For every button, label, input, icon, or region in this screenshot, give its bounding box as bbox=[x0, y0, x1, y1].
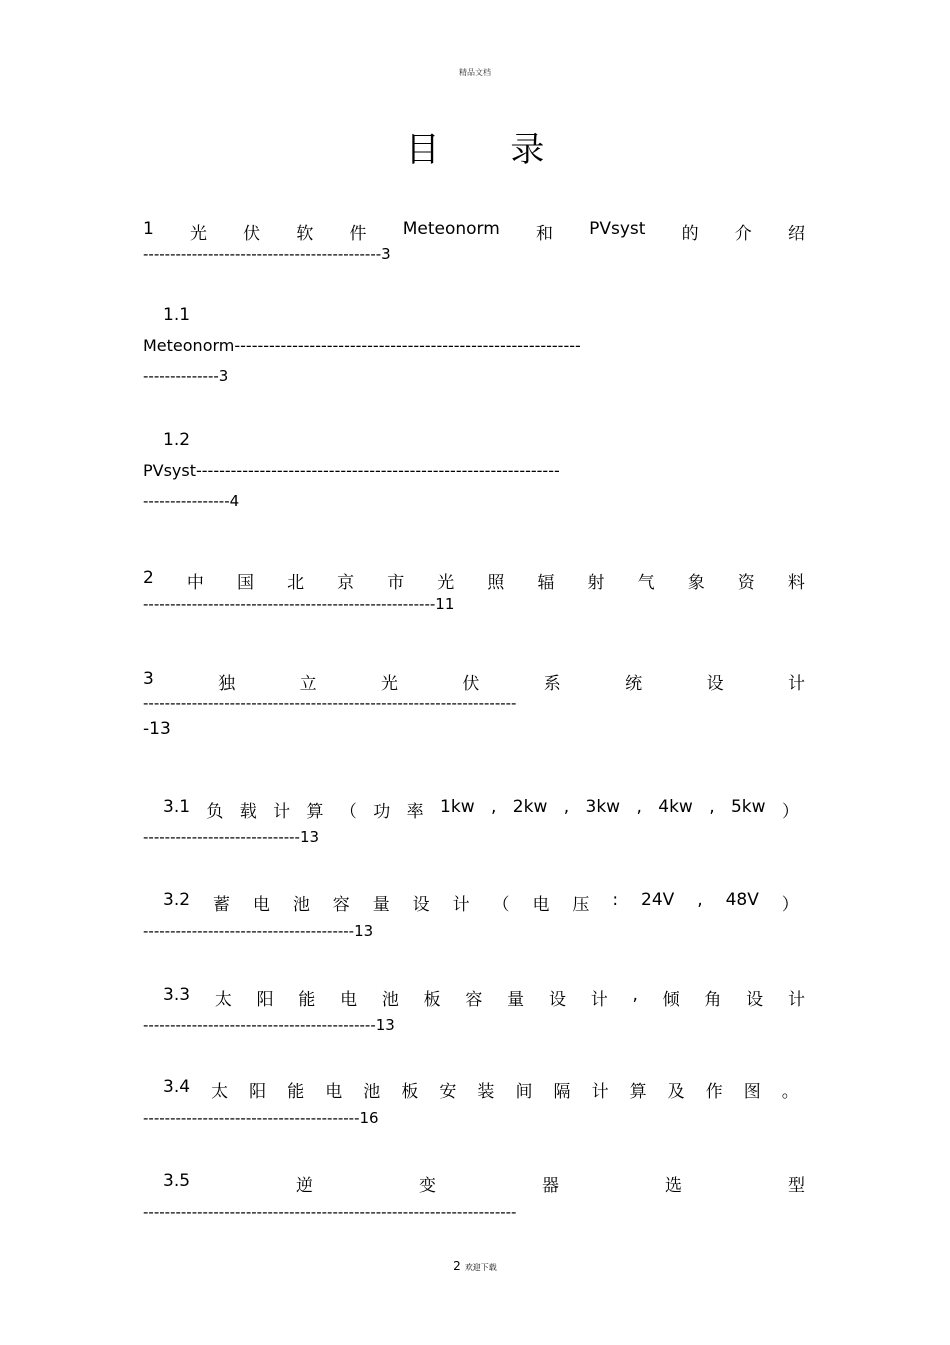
toc-token: 板 bbox=[401, 1082, 419, 1102]
toc-token: 算 bbox=[306, 802, 324, 822]
toc-token: 装 bbox=[477, 1082, 495, 1102]
toc-token: , bbox=[636, 797, 642, 817]
toc-entry-1[interactable] bbox=[143, 219, 805, 244]
toc-token: 料 bbox=[787, 573, 805, 593]
toc-entry-1-2-title[interactable]: PVsyst--------------------------------------------------------------- bbox=[143, 461, 560, 480]
page-number: 2 bbox=[453, 1259, 461, 1273]
toc-token: 3.2 bbox=[163, 890, 191, 910]
toc-token: 板 bbox=[423, 990, 441, 1010]
toc-entry-3-2-leader: ---------------------------------------13 bbox=[143, 922, 374, 940]
toc-token: 3 bbox=[143, 669, 154, 689]
toc-token: 资 bbox=[737, 573, 755, 593]
toc-token: 光 bbox=[437, 573, 455, 593]
toc-token: 计 bbox=[591, 1082, 609, 1102]
toc-token: 计 bbox=[787, 990, 805, 1010]
toc-token: 。 bbox=[781, 1082, 799, 1102]
toc-token: 设 bbox=[412, 895, 430, 915]
toc-entry-1-2-leader: ----------------4 bbox=[143, 492, 240, 510]
toc-token: 计 bbox=[590, 990, 608, 1010]
toc-token: 作 bbox=[705, 1082, 723, 1102]
toc-entry-3-4[interactable] bbox=[163, 1077, 799, 1102]
toc-token: 2 bbox=[143, 568, 154, 588]
toc-token: : bbox=[612, 890, 619, 910]
toc-token: 市 bbox=[387, 573, 405, 593]
toc-token: 率 bbox=[406, 802, 424, 822]
toc-entry-3-3-leader: -------------------------------------------13 bbox=[143, 1016, 395, 1034]
toc-token: 太 bbox=[211, 1082, 229, 1102]
toc-token: 48V bbox=[725, 890, 759, 910]
toc-token: 电 bbox=[340, 990, 358, 1010]
toc-entry-3-page: -13 bbox=[143, 719, 171, 739]
toc-entry-3[interactable] bbox=[143, 669, 805, 694]
toc-token: 设 bbox=[548, 990, 566, 1010]
toc-token: 容 bbox=[332, 895, 350, 915]
toc-token: 设 bbox=[706, 674, 724, 694]
toc-token: 阳 bbox=[249, 1082, 267, 1102]
toc-token: 能 bbox=[287, 1082, 305, 1102]
toc-entry-2-leader: ------------------------------------------------------11 bbox=[143, 595, 455, 613]
toc-entry-1-1-number[interactable]: 1.1 bbox=[163, 305, 191, 325]
toc-token: 统 bbox=[625, 674, 643, 694]
toc-token: 3kw bbox=[585, 797, 621, 817]
toc-token: 光 bbox=[190, 224, 207, 244]
toc-token: 24V bbox=[641, 890, 675, 910]
toc-token: , bbox=[709, 797, 715, 817]
toc-token: 中 bbox=[186, 573, 204, 593]
toc-token: 变 bbox=[419, 1176, 437, 1196]
page-footer bbox=[0, 1259, 950, 1273]
toc-token: 件 bbox=[349, 224, 367, 244]
toc-token: 安 bbox=[439, 1082, 457, 1102]
toc-token: 伏 bbox=[243, 224, 261, 244]
toc-token: 射 bbox=[587, 573, 605, 593]
toc-token: 辐 bbox=[537, 573, 555, 593]
toc-token: 蓄 bbox=[212, 895, 230, 915]
toc-token: 阳 bbox=[256, 990, 274, 1010]
toc-token: 倾 bbox=[662, 990, 680, 1010]
toc-entry-3-2[interactable] bbox=[163, 890, 799, 915]
toc-entry-3-1-leader: -----------------------------13 bbox=[143, 828, 320, 846]
toc-token: 载 bbox=[239, 802, 257, 822]
toc-token: , bbox=[563, 797, 570, 817]
toc-token: 选 bbox=[664, 1176, 682, 1196]
toc-token: PVsyst bbox=[589, 219, 646, 239]
toc-token: 绍 bbox=[787, 224, 805, 244]
toc-token: 3.4 bbox=[163, 1077, 191, 1097]
toc-token: 独 bbox=[218, 674, 236, 694]
toc-token: 计 bbox=[787, 674, 805, 694]
toc-token: 及 bbox=[667, 1082, 685, 1102]
toc-token: 3.3 bbox=[163, 985, 191, 1005]
toc-token: Meteonorm bbox=[402, 219, 500, 239]
toc-token: , bbox=[491, 797, 497, 817]
toc-token: , bbox=[697, 890, 703, 910]
toc-token: 池 bbox=[292, 895, 310, 915]
toc-entry-3-5[interactable] bbox=[163, 1171, 805, 1196]
toc-token: 角 bbox=[704, 990, 722, 1010]
toc-entry-1-1-title[interactable]: Meteonorm------------------------------------------------------------ bbox=[143, 336, 581, 355]
toc-token: 算 bbox=[629, 1082, 647, 1102]
toc-token: 太 bbox=[214, 990, 232, 1010]
toc-token: 型 bbox=[787, 1176, 805, 1196]
toc-token: 国 bbox=[236, 573, 254, 593]
toc-token: ） bbox=[781, 895, 799, 915]
toc-token: 3.5 bbox=[163, 1171, 191, 1191]
toc-token: 1kw bbox=[440, 797, 475, 817]
toc-entry-3-4-leader: ----------------------------------------16 bbox=[143, 1109, 379, 1127]
toc-token: 立 bbox=[299, 674, 317, 694]
toc-token: 池 bbox=[381, 990, 399, 1010]
toc-token: 伏 bbox=[462, 674, 480, 694]
toc-entry-3-5-leader: --------------------------------------------------------------------- bbox=[143, 1203, 517, 1221]
toc-token: 量 bbox=[372, 895, 390, 915]
toc-token: 1 bbox=[143, 219, 154, 239]
toc-token: 设 bbox=[746, 990, 764, 1010]
toc-token: 2kw bbox=[512, 797, 548, 817]
toc-token: 京 bbox=[337, 573, 355, 593]
toc-token: 气 bbox=[637, 573, 655, 593]
toc-entry-1-2-number[interactable]: 1.2 bbox=[163, 430, 191, 450]
toc-token: 压 bbox=[572, 895, 590, 915]
footer-note: 欢迎下载 bbox=[464, 1263, 497, 1272]
toc-token: 系 bbox=[543, 674, 561, 694]
toc-token: 软 bbox=[296, 224, 314, 244]
toc-token: 间 bbox=[515, 1082, 533, 1102]
toc-token: 电 bbox=[252, 895, 270, 915]
toc-token: 照 bbox=[487, 573, 505, 593]
toc-token: 计 bbox=[273, 802, 291, 822]
toc-token: 的 bbox=[681, 224, 699, 244]
toc-token: ） bbox=[781, 802, 799, 822]
toc-token: 隔 bbox=[553, 1082, 571, 1102]
toc-token: 电 bbox=[532, 895, 550, 915]
toc-token: 逆 bbox=[296, 1176, 314, 1196]
toc-token: 能 bbox=[298, 990, 316, 1010]
toc-token: 容 bbox=[465, 990, 483, 1010]
toc-token: 池 bbox=[363, 1082, 381, 1102]
toc-token: , bbox=[632, 985, 638, 1005]
toc-token: 象 bbox=[687, 573, 705, 593]
page-title: 目 录 bbox=[405, 130, 575, 170]
header-note: 精品文档 bbox=[459, 68, 491, 77]
toc-token: 光 bbox=[381, 674, 398, 694]
toc-token: 功 bbox=[373, 802, 391, 822]
toc-token: 北 bbox=[287, 573, 305, 593]
toc-token: 4kw bbox=[658, 797, 693, 817]
toc-token: 计 bbox=[452, 895, 470, 915]
toc-entry-3-1[interactable] bbox=[163, 797, 799, 822]
toc-token: 器 bbox=[542, 1176, 559, 1196]
toc-token: （ bbox=[492, 895, 510, 915]
toc-entry-1-leader: --------------------------------------------3 bbox=[143, 245, 391, 263]
toc-token: 介 bbox=[734, 224, 752, 244]
toc-entry-3-leader: --------------------------------------------------------------------- bbox=[143, 694, 517, 712]
toc-entry-3-3[interactable] bbox=[163, 985, 805, 1010]
toc-token: 量 bbox=[507, 990, 525, 1010]
toc-token: 和 bbox=[535, 224, 553, 244]
toc-token: 电 bbox=[325, 1082, 343, 1102]
toc-token: 图 bbox=[743, 1082, 761, 1102]
toc-token: （ bbox=[339, 802, 357, 822]
toc-entry-1-1-leader: --------------3 bbox=[143, 367, 229, 385]
toc-token: 负 bbox=[206, 802, 224, 822]
toc-token: 5kw bbox=[730, 797, 766, 817]
toc-token: 3.1 bbox=[163, 797, 191, 817]
toc-entry-2[interactable] bbox=[143, 568, 805, 593]
